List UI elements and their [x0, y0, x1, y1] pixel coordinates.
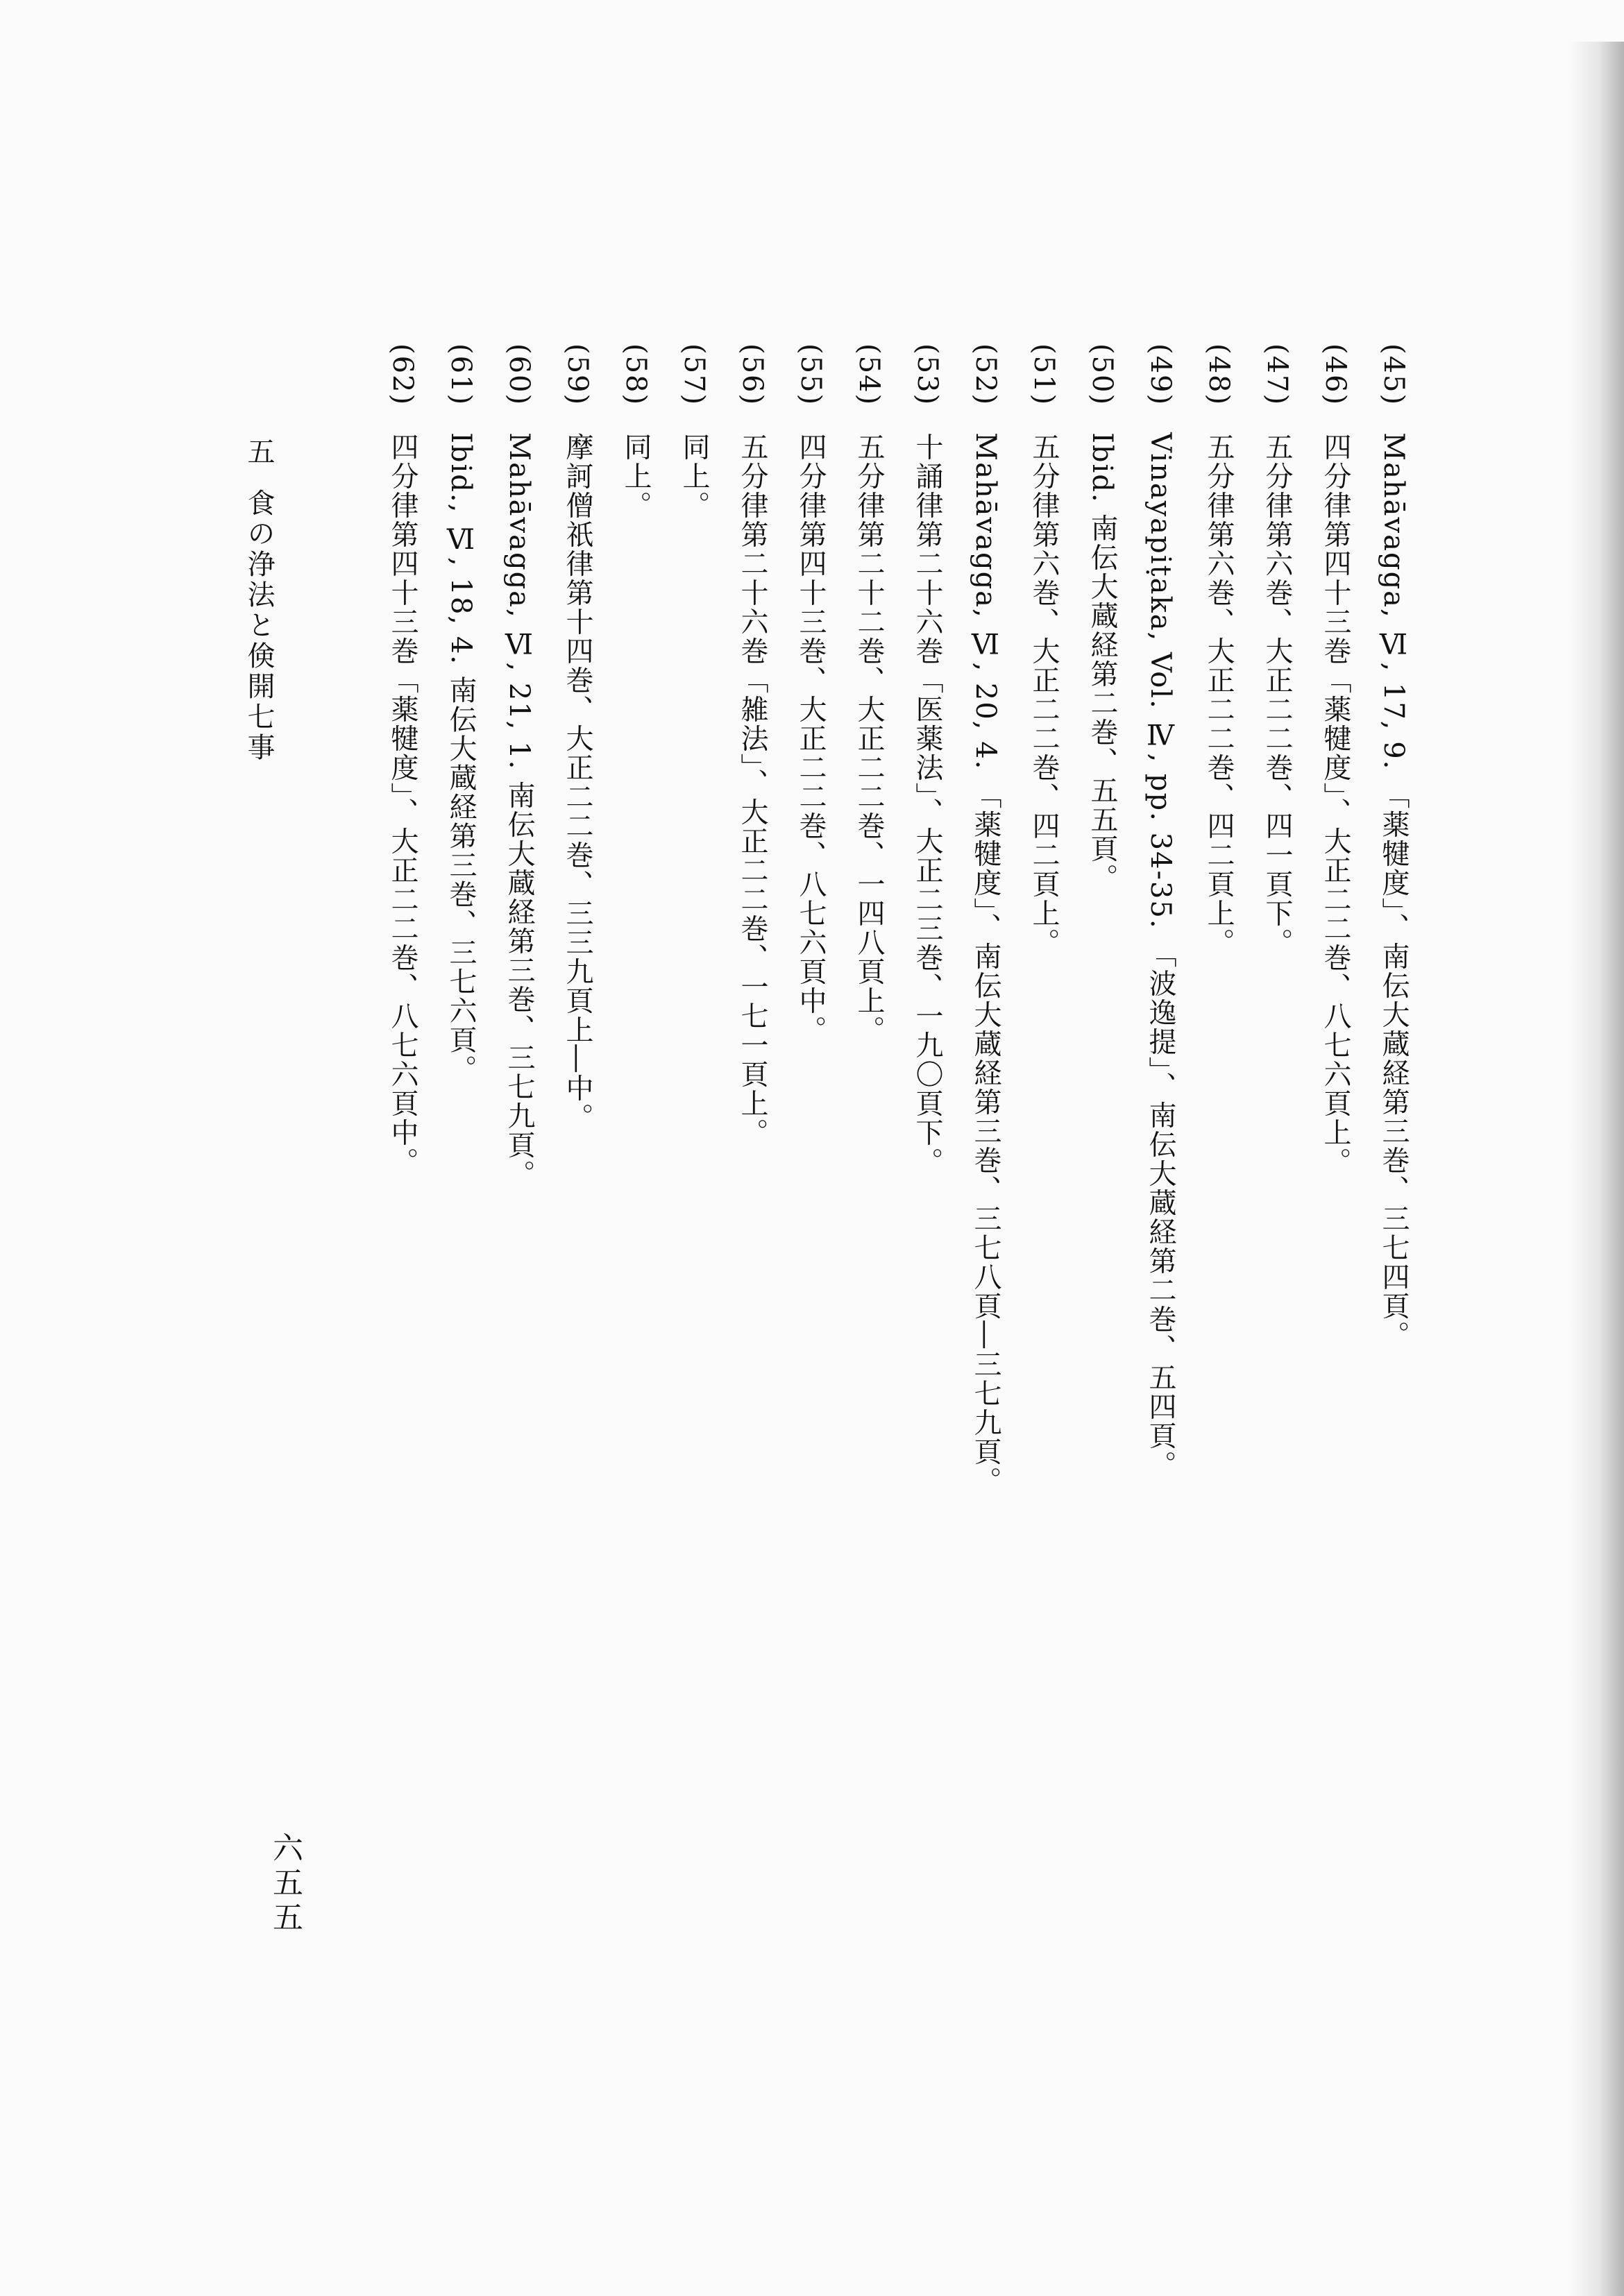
endnote-number: (56) [736, 343, 768, 407]
endnote [665, 343, 723, 1398]
endnote [1131, 343, 1190, 1480]
endnote [1364, 343, 1423, 1398]
endnote [1190, 343, 1248, 1398]
endnote-text: 五分律第六巻、大正二二巻、四二頁上。 [1203, 432, 1235, 958]
section-number: 五 [243, 437, 275, 468]
endnote-number: (50) [1086, 343, 1118, 407]
endnote-text: Ibid. 南伝大蔵経第二巻、五五頁。 [1086, 432, 1118, 893]
endnote-number: (58) [620, 343, 652, 407]
endnote-number: (62) [387, 343, 418, 407]
section-title: 食の浄法と倹開七事 [243, 488, 275, 763]
endnote [1306, 343, 1364, 1398]
endnote-number: (48) [1203, 343, 1235, 407]
endnote-text: Mahāvagga, Ⅵ, 17, 9. 「薬犍度」、南伝大蔵経第三巻、三七四頁。 [1378, 432, 1410, 1350]
endnote [1073, 343, 1131, 1398]
endnote [1248, 343, 1306, 1398]
endnote-text: 十誦律第二十六巻「医薬法」、大正二三巻、一九〇頁下。 [911, 432, 943, 1177]
endnote [781, 343, 840, 1398]
endnotes-list [373, 343, 1423, 1496]
endnote-number: (51) [1028, 343, 1060, 407]
endnote [956, 343, 1015, 1496]
endnote-text: 同上。 [678, 432, 710, 520]
endnote-text: 四分律第四十三巻「薬犍度」、大正二二巻、八七六頁中。 [387, 432, 418, 1177]
endnote-number: (59) [561, 343, 593, 407]
endnote-text: 四分律第四十三巻「薬犍度」、大正二二巻、八七六頁上。 [1319, 432, 1351, 1177]
endnote [840, 343, 898, 1398]
endnote-number: (47) [1261, 343, 1293, 407]
endnote [548, 343, 607, 1398]
endnote [607, 343, 665, 1398]
endnote-number: (46) [1319, 343, 1351, 407]
endnote [373, 343, 432, 1398]
endnote-text: 同上。 [620, 432, 652, 520]
endnote-text: Mahāvagga, Ⅵ, 21, 1. 南伝大蔵経第三巻、三七九頁。 [503, 432, 535, 1189]
endnote-number: (53) [911, 343, 943, 407]
endnote-text: 五分律第二十六巻「雑法」、大正二二巻、一七一頁上。 [736, 432, 768, 1148]
endnote-number: (57) [678, 343, 710, 407]
endnote-number: (54) [853, 343, 885, 407]
endnote-text: 五分律第六巻、大正二二巻、四二頁上。 [1028, 432, 1060, 958]
endnote-text: Vinayapiṭaka, Vol. Ⅳ, pp. 34-35. 「波逸提」、南伝大蔵経第二巻、五四頁。 [1144, 432, 1176, 1480]
endnote-number: (60) [503, 343, 535, 407]
endnote [898, 343, 956, 1398]
endnote-text: Ibid., Ⅵ, 18, 4. 南伝大蔵経第三巻、三七六頁。 [445, 432, 477, 1084]
endnote-number: (49) [1144, 343, 1176, 407]
endnote-number: (61) [445, 343, 477, 407]
endnote [1015, 343, 1073, 1398]
endnote-text: 五分律第二十二巻、大正二二巻、一四八頁上。 [853, 432, 885, 1045]
endnote-number: (45) [1378, 343, 1410, 407]
page-number: 六五五 [267, 1832, 303, 1936]
endnote [723, 343, 781, 1398]
endnote-text: 四分律第四十三巻、大正二二巻、八七六頁中。 [795, 432, 827, 1045]
endnote [432, 343, 490, 1398]
endnote-text: 摩訶僧祇律第十四巻、大正二二巻、三三九頁上―中。 [561, 432, 593, 1132]
endnote-number: (55) [795, 343, 827, 407]
endnote [490, 343, 548, 1398]
endnote-text: Mahāvagga, Ⅵ, 20, 4. 「薬犍度」、南伝大蔵経第三巻、三七八頁―三七九頁。 [970, 432, 1001, 1496]
section-heading [239, 437, 279, 763]
scan-shadow-edge [1568, 42, 1624, 2296]
endnote-text: 五分律第六巻、大正二二巻、四一頁下。 [1261, 432, 1293, 958]
endnote-number: (52) [970, 343, 1001, 407]
